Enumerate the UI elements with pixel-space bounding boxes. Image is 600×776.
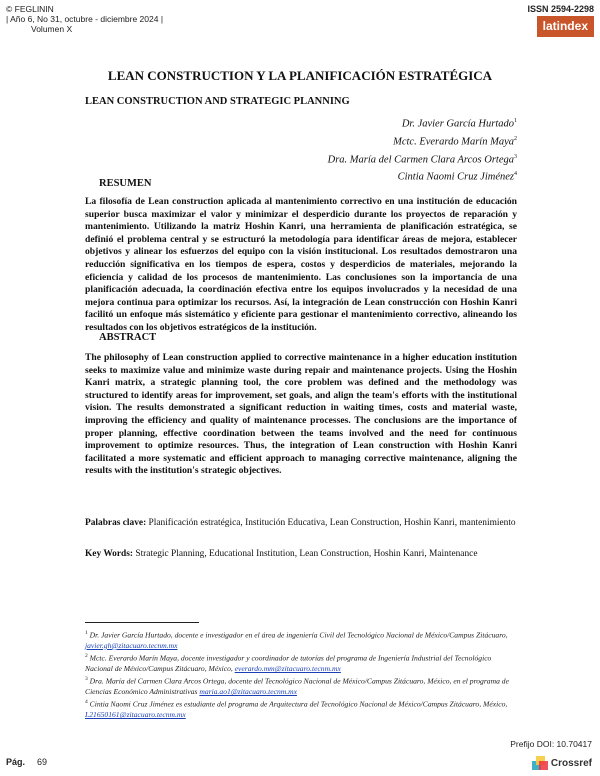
volume-label: Volumen X xyxy=(31,24,73,34)
publisher-label: © FEGLININ xyxy=(6,4,54,14)
issn-label: ISSN 2594-2298 xyxy=(527,4,594,14)
keywords-es-text: Planificación estratégica, Institución Educativa, Lean Construction, Hoshin Kanri, mantenimiento xyxy=(148,518,516,528)
resumen-heading: RESUMEN xyxy=(99,178,152,189)
crossref-icon xyxy=(532,756,548,770)
crossref-label: Crossref xyxy=(550,757,592,769)
author-3: Dra. María del Carmen Clara Arcos Ortega$^3$ xyxy=(327,153,517,166)
keywords-en-label: Key Words: xyxy=(85,549,134,559)
journal-header-right xyxy=(527,4,594,37)
article-title: LEAN CONSTRUCTION Y LA PLANIFICACIÓN ESTRATÉGICA xyxy=(107,68,493,83)
footnote-2-email[interactable]: everardo.mm@zitacuaro.tecnm.mx xyxy=(234,663,341,673)
crossref-badge[interactable] xyxy=(532,756,592,770)
doi-prefix: Prefijo DOI: 10.70417 xyxy=(510,739,592,749)
footnote-2: $^2$ Mctc. Everardo Marín Maya, docente investigador y coordinador de tutorías del programa de Ingeniería Industrial del Tecnológico Nacional de México/Campus Zitácuaro, México, everardo.mm@zitacuaro.tecnm.mx xyxy=(85,653,492,673)
footnote-3-email[interactable]: maria.ao1@zitacuaro.tecnm.mx xyxy=(199,687,297,697)
article-subtitle: LEAN CONSTRUCTION AND STRATEGIC PLANNING xyxy=(85,96,350,107)
journal-header xyxy=(6,4,163,34)
issue-label: | Año 6, No 31, octubre - diciembre 2024 | xyxy=(6,14,164,24)
author-4: Cintia Naomi Cruz Jiménez$^4$ xyxy=(397,171,517,183)
footnote-3: $^3$ Dra. María del Carmen Clara Arcos Ortega, docente del Tecnológico Nacional de México/Campus Zitácuaro, México, en el programa de Ciencias Económico Administrativas maria.ao1@zitacuaro.tecnm.mx xyxy=(85,676,509,697)
author-1: Dr. Javier García Hurtado$^1$ xyxy=(401,118,517,130)
footnote-4-email[interactable]: L21650161@zitacuaro.tecnm.mx xyxy=(85,710,186,720)
footnote-1: $^1$ Dr. Javier García Hurtado, docente e investigador en el área de ingeniería Civil del Tecnológico Nacional de México/Campus Zitácuaro, javier.gh@zitacuaro.tecnm.mx xyxy=(85,630,508,650)
author-list xyxy=(328,114,517,185)
footnote-4: $^4$ Cintia Naomi Cruz Jiménez es estudiante del programa de Arquitectura del Tecnológico Nacional de México/Campus Zitácuaro, México, L21650161@zitacuaro.tecnm.mx xyxy=(85,699,508,720)
author-2: Mctc. Everardo Marín Maya$^2$ xyxy=(393,135,517,148)
latindex-logo: latindex xyxy=(537,16,594,37)
keywords-es xyxy=(85,517,517,529)
page-number-value: 69 xyxy=(37,757,48,767)
resumen-text: La filosofía de Lean construction aplicada al mantenimiento correctivo en una institución de educación superior busca maximizar el valor y minimizar el desperdicio durante los proyectos de reparación y mantenimiento. Utilizando la matriz Hoshin Kanri, una herramienta de planificación estratégica, se definió el problema central y se estructuró la metodología para identificar áreas de mejora, establecer objetivos y alinear los esfuerzos del equipo con la visión institucional. Los resultados demostraron una reducción significativa en los tiempos de espera, costos y desperdicios de materiales, mejorando la eficiencia y calidad de los procesos de mantenimiento. Las conclusiones son la importancia de una planificación adecuada, la coordinación efectiva entre los equipos involucrados y la necesidad de una mejora continua para optimizar los recursos. Así, la integración de Lean construcción con Hoshin Kanri facilitó un enfoque más sistemático y eficiente para gestionar el mantenimiento correctivo, alineando los resultados con los objetivos estratégicos de la institución. xyxy=(85,196,517,333)
abstract-heading: ABSTRACT xyxy=(99,332,157,343)
keywords-en xyxy=(85,548,517,560)
footnote-rule xyxy=(85,622,199,623)
keywords-es-label: Palabras clave: xyxy=(85,518,147,528)
footnote-1-email[interactable]: javier.gh@zitacuaro.tecnm.mx xyxy=(85,640,178,650)
footnotes xyxy=(85,628,517,721)
page-number xyxy=(6,757,47,767)
abstract-text: The philosophy of Lean construction applied to corrective maintenance in a higher education institution seeks to maximize value and minimize waste during repair and maintenance projects. Using the Hoshin Kanri matrix, a strategic planning tool, the core problem was defined and the methodology was structured to identify areas for improvement, set goals, and align the team's efforts with the institutional vision. The results demonstrated a significant reduction in waiting times, costs and material waste, improving the efficiency and quality of maintenance processes. The conclusions are the importance of proper planning, effective coordination between the teams involved and the need for continuous improvement to optimize resources. Thus, the integration of Lean construction with Hoshin Kanri facilitated a more systematic and efficient approach to managing corrective maintenance, aligning the results with the institution's strategic objectives. xyxy=(85,352,517,477)
page-label: Pág. xyxy=(6,757,26,767)
keywords-en-text: Strategic Planning, Educational Institution, Lean Construction, Hoshin Kanri, Maintenance xyxy=(135,549,478,559)
